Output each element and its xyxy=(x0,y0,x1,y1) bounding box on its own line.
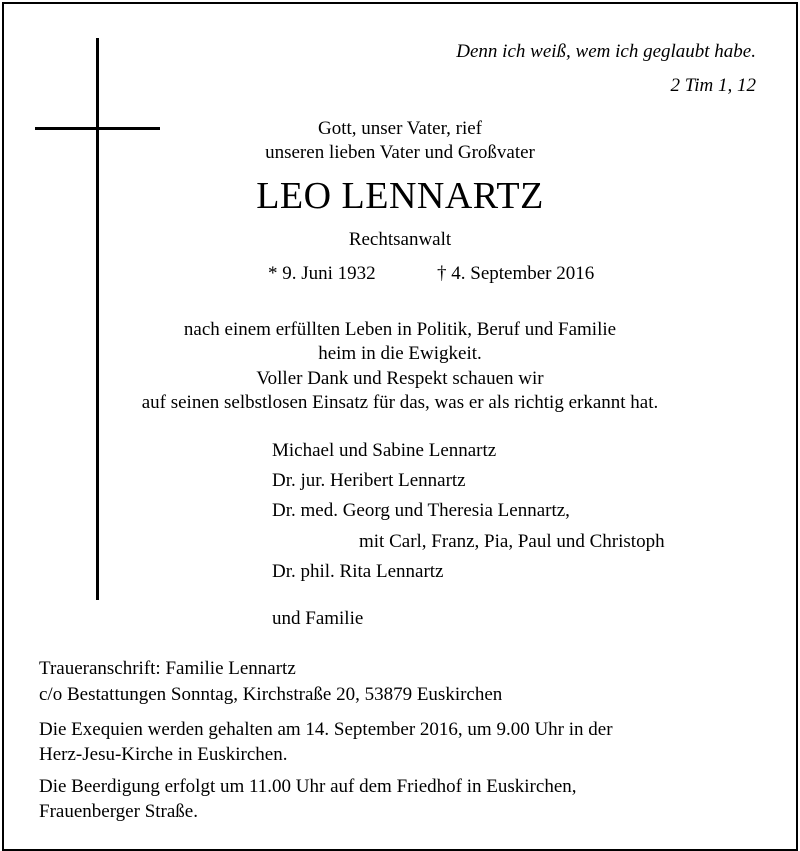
scripture-quote: Denn ich weiß, wem ich geglaubt habe. xyxy=(456,41,756,62)
family-member: Dr. med. Georg und Theresia Lennartz, xyxy=(272,500,570,521)
mourning-address-line: c/o Bestattungen Sonntag, Kirchstraße 20, 53879 Euskirchen xyxy=(39,684,503,705)
exequien-info: Die Exequien werden gehalten am 14. September 2016, um 9.00 Uhr in der xyxy=(39,719,613,740)
message-line: Voller Dank und Respekt schauen wir xyxy=(256,368,544,389)
message-line: heim in die Ewigkeit. xyxy=(318,343,482,364)
message-line: nach einem erfüllten Leben in Politik, Beruf und Familie xyxy=(183,319,617,340)
scripture-reference: 2 Tim 1, 12 xyxy=(670,75,756,96)
intro-line-1: Gott, unser Vater, rief xyxy=(317,118,483,139)
family-closing: und Familie xyxy=(272,608,364,629)
message-line: auf seinen selbstlosen Einsatz für das, was er als richtig erkannt hat. xyxy=(141,392,659,413)
death-date: † 4. September 2016 xyxy=(437,263,595,284)
intro-line-2: unseren lieben Vater und Großvater xyxy=(265,142,535,163)
mourning-address: Traueranschrift: Familie Lennartz xyxy=(39,658,296,679)
family-member: Dr. jur. Heribert Lennartz xyxy=(272,470,466,491)
obituary-notice xyxy=(2,2,798,851)
burial-info: Die Beerdigung erfolgt um 11.00 Uhr auf dem Friedhof in Euskirchen, xyxy=(39,776,577,797)
exequien-info-line: Herz-Jesu-Kirche in Euskirchen. xyxy=(39,744,288,765)
family-member: Dr. phil. Rita Lennartz xyxy=(272,561,444,582)
burial-info-line: Frauenberger Straße. xyxy=(39,801,198,822)
deceased-name: LEO LENNARTZ xyxy=(256,175,544,217)
family-member: mit Carl, Franz, Pia, Paul und Christoph xyxy=(359,531,665,552)
birth-date: * 9. Juni 1932 xyxy=(268,263,376,284)
profession: Rechtsanwalt xyxy=(348,229,452,250)
family-member: Michael und Sabine Lennartz xyxy=(272,440,497,461)
